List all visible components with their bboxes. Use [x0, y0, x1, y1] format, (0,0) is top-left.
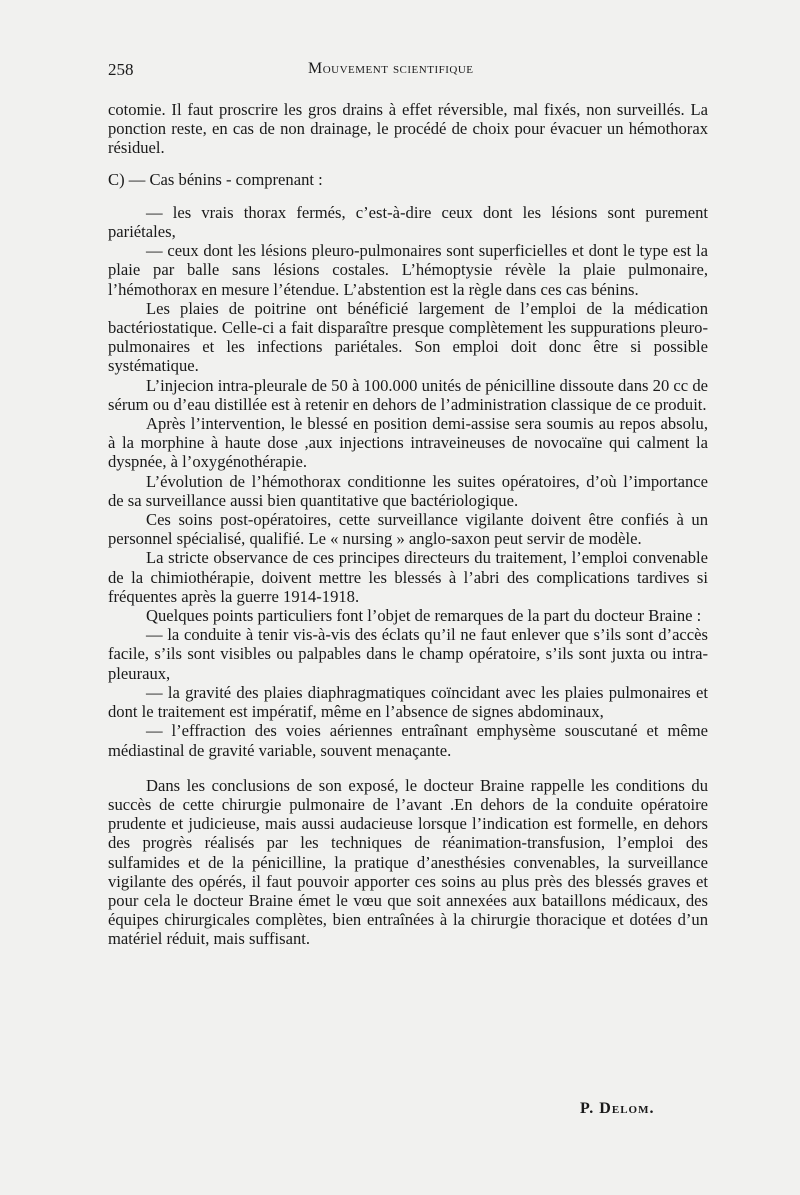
paragraph: Quelques points particuliers font l’objet de remarques de la part du docteur Braine :: [146, 606, 702, 626]
paragraph: — la conduite à tenir vis-à-vis des éclats qu’il ne faut enlever que s’ils sont d’accès facile, s’ils sont visibles ou palpables dans le champ opératoire, s’ils sont juxta ou intra-pleuraux,: [108, 625, 708, 683]
paragraph: La stricte observance de ces principes directeurs du traitement, l’emploi convenable de la chimiothérapie, doivent mettre les blessés à l’abri des complications tardives si fréquentes après la guerre 1914-1918.: [108, 548, 708, 606]
body-text: [108, 100, 708, 949]
section-heading: C) — Cas bénins - comprenant :: [108, 169, 323, 189]
paragraph: Dans les conclusions de son exposé, le docteur Braine rappelle les conditions du succès de cette chirurgie pulmonaire de l’avant .En dehors de la conduite opératoire prudente et judicieuse, mais aussi audacieuse lorsque l’indication est formelle, en dehors des progrès réalisés par les techniques de réanimation-transfusion, l’emploi des sulfamides et de la pénicilline, la pratique d’anesthésies convenables, la surveillance vigilante des opérés, il faut pouvoir apporter ces soins au plus près des blessés graves et pour cela le docteur Braine émet le vœu que soit annexées aux bataillons médicaux, des équipes chirurgicales complètes, bien entraînées à la chirurgie thoracique et dotées d’un matériel réduit, mais suffisant.: [108, 775, 708, 949]
paragraph: — ceux dont les lésions pleuro-pulmonaires sont superficielles et dont le type est la plaie par balle sans lésions costales. L’hémoptysie révèle la plaie pulmonaire, l’hémothorax en mesure l’étendue. L’abstention est la règle dans ces cas bénins.: [108, 241, 708, 299]
paragraph: L’injecion intra-pleurale de 50 à 100.000 unités de pénicilline dissoute dans 20 cc de sérum ou d’eau distillée est à retenir en dehors de l’administration classique de ce produit.: [108, 375, 708, 414]
page-number: 258: [108, 60, 134, 79]
paragraph: — l’effraction des voies aériennes entraînant emphysème souscutané et même médiastinal de gravité variable, souvent menaçante.: [108, 721, 708, 760]
paragraph: L’évolution de l’hémothorax conditionne les suites opératoires, d’où l’importance de sa surveillance aussi bien quantitative que bactériologique.: [108, 471, 708, 510]
running-title: Mouvement scientifique: [308, 60, 474, 77]
paragraph: Ces soins post-opératoires, cette surveillance vigilante doivent être confiés à un personnel spécialisé, qualifié. Le « nursing » anglo-saxon peut servir de modèle.: [108, 510, 708, 549]
page-header: [108, 60, 708, 84]
paragraph: — les vrais thorax fermés, c’est-à-dire ceux dont les lésions sont purement pariétales,: [108, 202, 708, 242]
paragraph: Après l’intervention, le blessé en position demi-assise sera soumis au repos absolu, à la morphine à haute dose ,aux injections intraveineuses de novocaïne qui calment la dyspnée, à l’oxygénothérapie.: [108, 414, 708, 472]
paragraph: — la gravité des plaies diaphragmatiques coïncidant avec les plaies pulmonaires et dont le traitement est impératif, même en l’absence de signes abdominaux,: [108, 682, 708, 722]
author-signature: P. Delom.: [580, 1100, 655, 1117]
paragraph: Les plaies de poitrine ont bénéficié largement de l’emploi de la médication bactériostatique. Celle-ci a fait disparaître presque complètement les suppurations pleuro-pulmonaires et les infections pariétales. Son emploi doit donc être si possible systématique.: [108, 298, 708, 376]
paragraph: cotomie. Il faut proscrire les gros drains à effet réversible, mal fixés, non surveillés. La ponction reste, en cas de non drainage, le procédé de choix pour évacuer un hémothorax résiduel.: [108, 100, 708, 158]
